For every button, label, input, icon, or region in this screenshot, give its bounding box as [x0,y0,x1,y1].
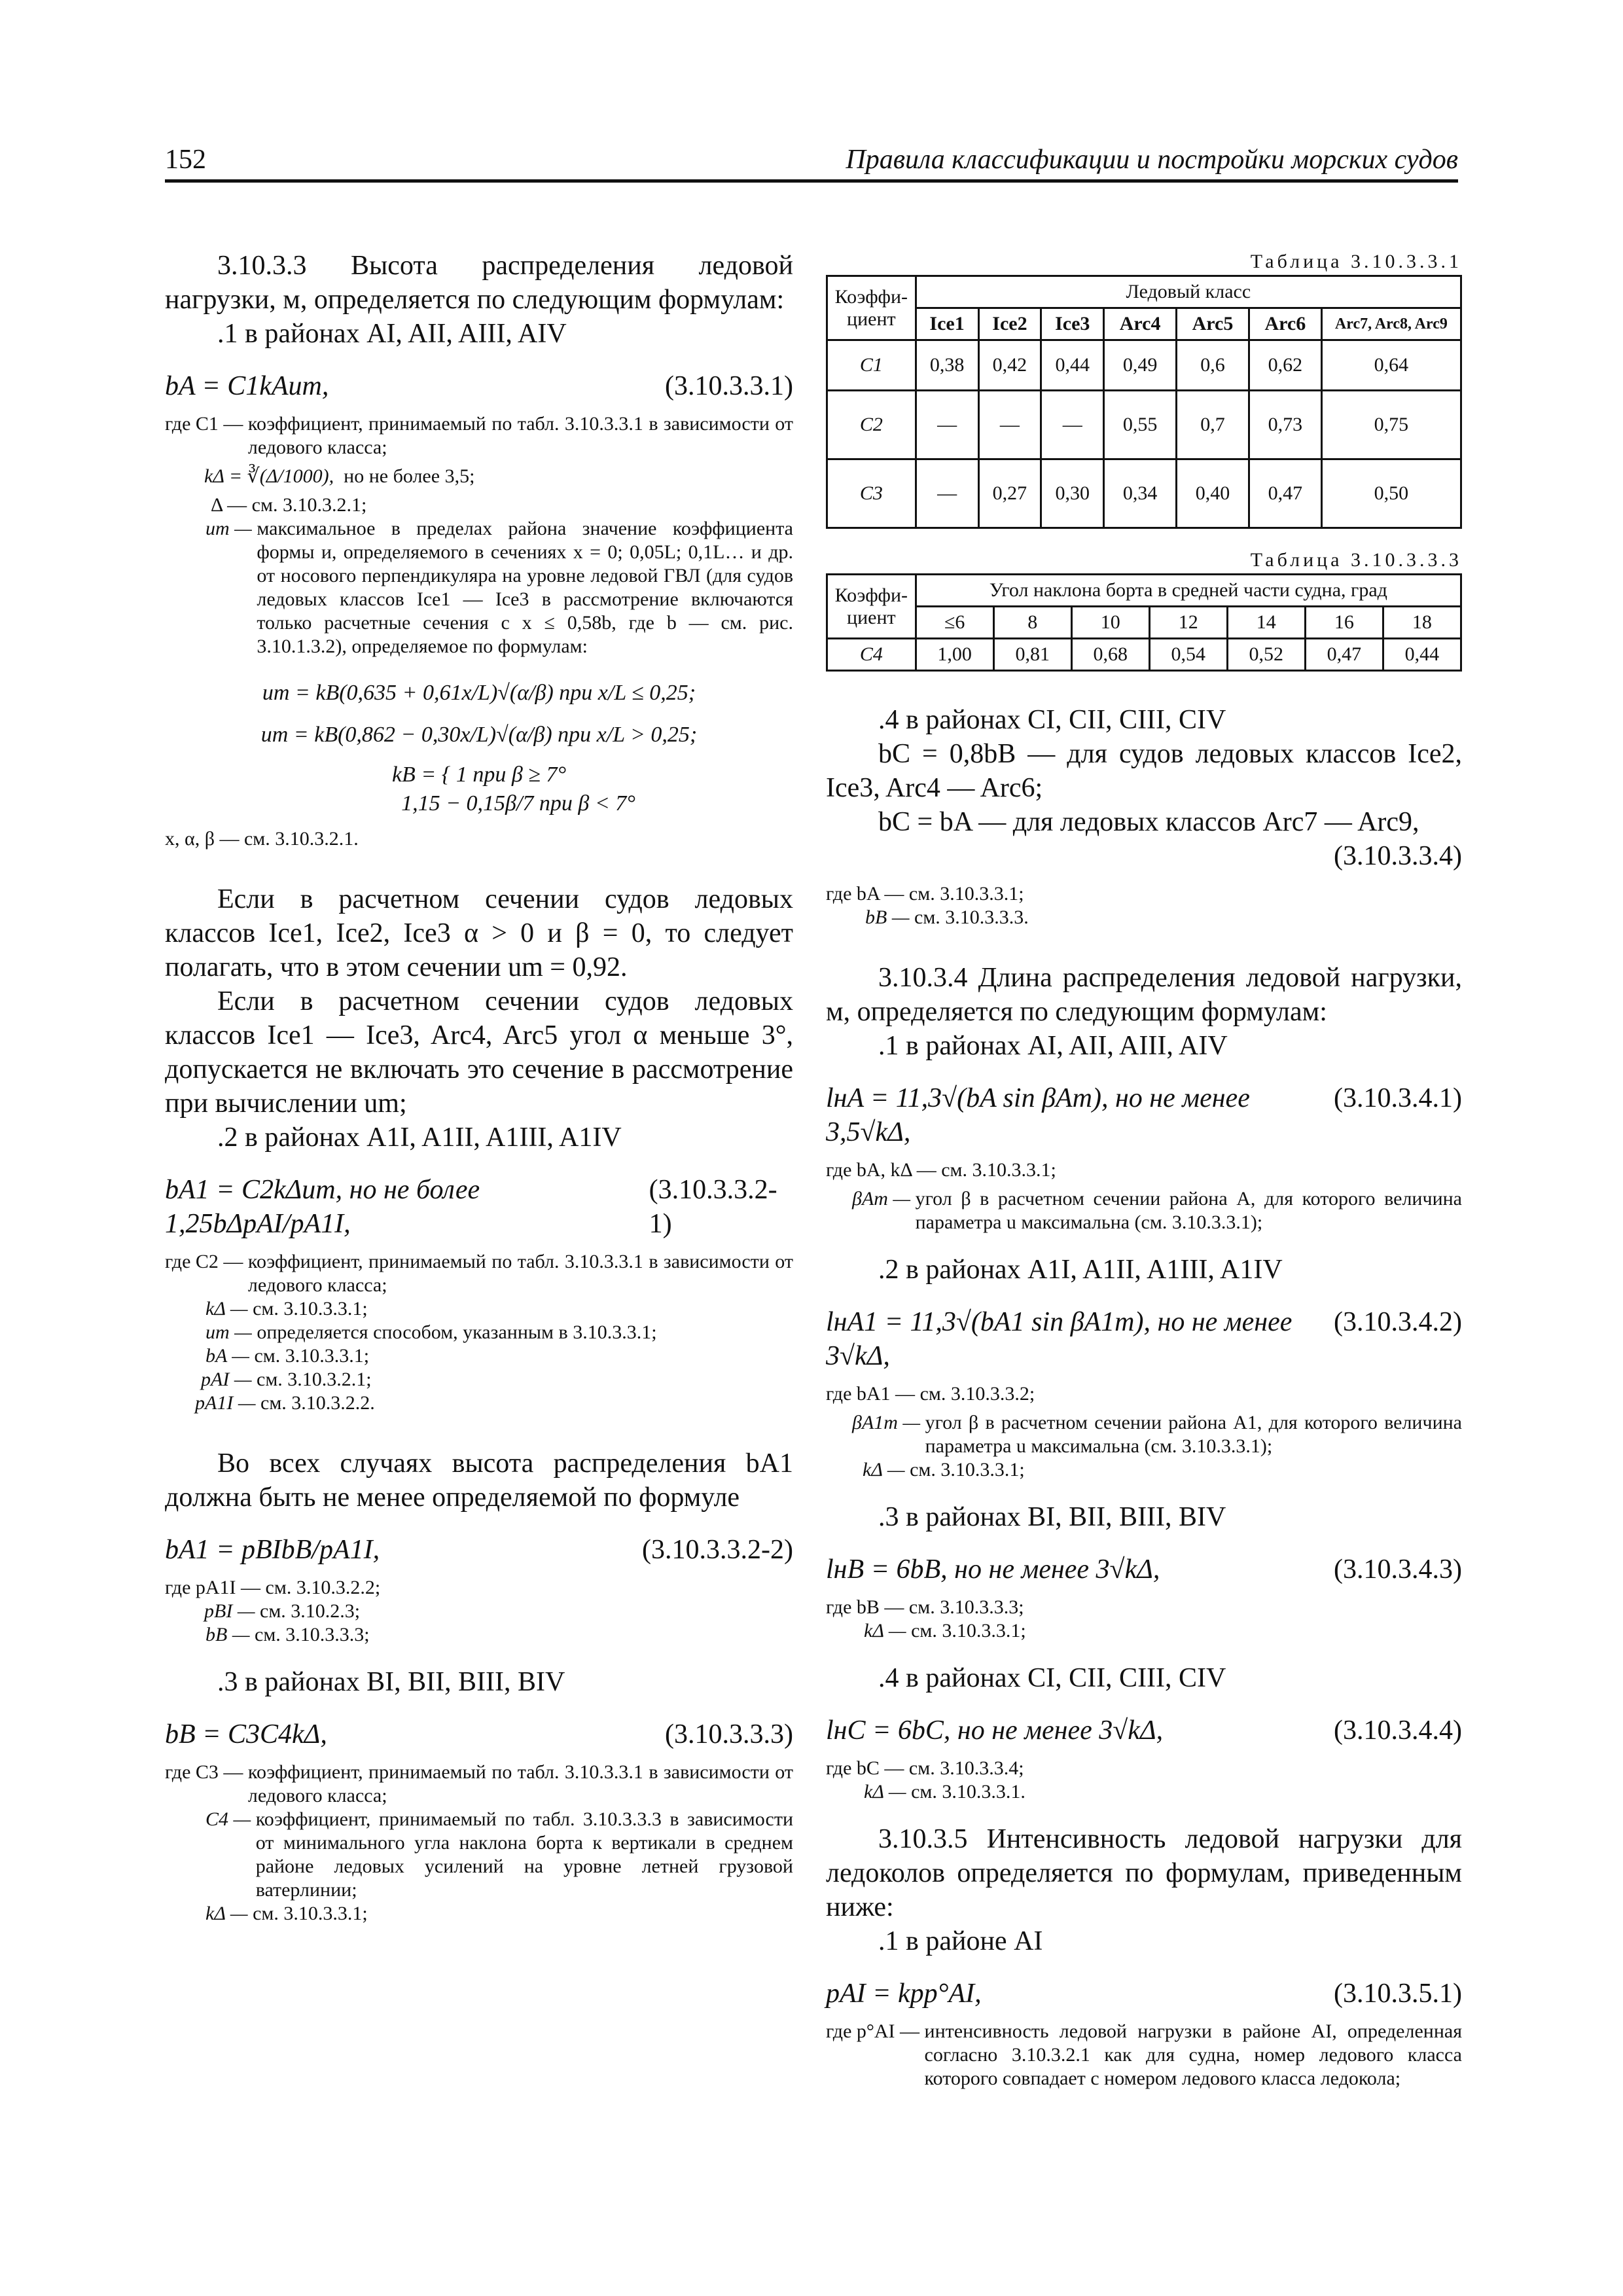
table-header-cell: Arc6 [1249,308,1321,340]
where-item: kΔ = ∛(Δ/1000), но не более 3,5; [204,465,475,487]
item-4-heading: .4 в районах CI, CII, CIII, CIV [878,705,1226,735]
table-header-cell: Угол наклона борта в средней части судна, град [916,575,1461,607]
formula-text: lнA1 = 11,3√(bA1 sin βA1m), но не менее 3√kΔ, [826,1307,1293,1371]
formula-number: (3.10.3.3.1) [665,371,793,401]
table-header-cell: 10 [1071,607,1149,639]
table-header-cell: Arc7, Arc8, Arc9 [1321,308,1461,340]
where-list-7 [826,1382,1462,1482]
where-item: bA — см. 3.10.3.3.1; [205,1345,370,1367]
table-3-10-3-3-1 [826,275,1462,529]
where-item: где C1 — коэффициент, принимаемый по табл. 3.10.3.3.1 в зависимости от ледового класса; [165,413,793,458]
formula-kb-case1: kB = { 1 при β ≥ 7° [391,762,567,787]
where-item: где bC — см. 3.10.3.3.4; [826,1757,1024,1779]
where-item: где bA1 — см. 3.10.3.3.2; [826,1383,1035,1405]
where-item: kΔ — см. 3.10.3.3.1; [864,1620,1026,1641]
item-1-heading: .1 в районе AI [878,1926,1043,1956]
where-item: um — определяется способом, указанным в 3.10.3.3.1; [205,1321,657,1343]
table-header-cell: Коэффи-циент [827,276,916,340]
formula-text: bB = C3C4kΔ, [165,1719,327,1749]
item-2-heading: .2 в районах A1I, A1II, A1III, A1IV [878,1255,1283,1285]
where-list-3 [165,1576,793,1647]
paragraph-3-10-3-3: 3.10.3.3 Высота распределения ледовой нагрузки, м, определяется по следующим формулам: [165,251,793,315]
page-number: 152 [165,145,206,175]
formula-text: bA1 = pBIbB/pA1I, [165,1535,380,1565]
paragraph-3-10-3-5: 3.10.3.5 Интенсивность ледовой нагрузки для ледоколов определяется по формулам, приведенным ниже: [826,1824,1462,1922]
where-item: pA1I — см. 3.10.3.2.2. [195,1392,375,1414]
formula-text: lнC = 6bC, но не менее 3√kΔ, [826,1715,1164,1746]
where-list-9 [826,1757,1462,1804]
table-header-cell: 16 [1305,607,1383,639]
formula-number: (3.10.3.4.1) [1334,1083,1462,1113]
table-caption: Таблица 3.10.3.3.3 [1250,549,1462,571]
formula-3-10-3-3-2-1 [165,1173,793,1241]
where-item: где bA, kΔ — см. 3.10.3.3.1; [826,1159,1056,1181]
formula-bc-2: bC = bA — для ледовых классов Arc7 — Arc9, [878,807,1419,837]
where-item: где p°AI — интенсивность ледовой нагрузки в районе AI, определенная согласно 3.10.3.2.1 как для судна, номер ледового класса которого совпадает с номером ледового класса ледокола; [826,2020,1462,2089]
table-header-cell: Ice2 [978,308,1041,340]
where-item: bB — см. 3.10.3.3.3; [205,1624,370,1645]
table-header-cell: Ice1 [916,308,978,340]
table-row: C3 — 0,27 0,30 0,34 0,40 0,47 0,50 [827,459,1461,528]
where-list-2 [165,1250,793,1415]
formula-number: (3.10.3.4.3) [1334,1554,1462,1585]
page-header [165,143,1458,183]
left-column [165,249,793,1926]
table-header-cell: Ледовый класс [916,276,1461,308]
where-list-10 [826,2020,1462,2090]
formula-text: lнB = 6bB, но не менее 3√kΔ, [826,1554,1160,1585]
paragraph-3-10-3-4: 3.10.3.4 Длина распределения ледовой нагрузки, м, определяется по следующим формулам: [826,963,1462,1027]
table-header-cell: Коэффи-циент [827,575,916,639]
table-row: C4 1,00 0,81 0,68 0,54 0,52 0,47 0,44 [827,639,1461,671]
paragraph-all-cases: Во всех случаях высота распределения bA1 должна быть не менее определяемой по формуле [165,1448,793,1513]
item-3-heading: .3 в районах BI, BII, BIII, BIV [878,1502,1226,1532]
table-header-cell: Arc5 [1177,308,1249,340]
table-header-cell: 18 [1383,607,1461,639]
where-item: где C3 — коэффициент, принимаемый по табл. 3.10.3.3.1 в зависимости от ледового класса; [165,1761,793,1806]
table-header-cell: 8 [993,607,1071,639]
formula-3-10-3-3-3 [165,1717,793,1751]
where-item: βA1m — угол β в расчетном сечении района A1, для которого величина параметра u максимальна (см. 3.10.3.3.1); [852,1412,1462,1457]
formula-3-10-3-4-4 [826,1713,1462,1748]
table-header-cell: 14 [1227,607,1305,639]
where-item: C4 — коэффициент, принимаемый по табл. 3.10.3.3.3 в зависимости от минимального угла наклона борта к вертикали в среднем районе ледовых усилений на уровне летней грузовой ватерлинии; [205,1808,793,1901]
item-3-heading: .3 в районах BI, BII, BIII, BIV [217,1667,565,1697]
item-1-heading: .1 в районах AI, AII, AIII, AIV [878,1031,1228,1061]
running-title: Правила классификации и постройки морских судов [846,145,1458,175]
paragraph-ice-alpha: Если в расчетном сечении судов ледовых классов Ice1, Ice2, Ice3 α > 0 и β = 0, то следует полагать, что в этом сечении um = 0,92. [165,884,793,982]
where-item: где pA1I — см. 3.10.3.2.2; [165,1577,381,1598]
table-row: C1 0,38 0,42 0,44 0,49 0,6 0,62 0,64 [827,340,1461,391]
table-header-cell: Ice3 [1041,308,1104,340]
table-header-cell: ≤6 [916,607,993,639]
where-item: kΔ — см. 3.10.3.3.1; [205,1298,368,1319]
where-item: где bB — см. 3.10.3.3.3; [826,1596,1024,1618]
formula-3-10-3-3-2-2 [165,1533,793,1567]
formula-text: bA1 = C2kΔum, но не более 1,25bΔpAI/pA1I, [165,1175,480,1239]
formula-number: (3.10.3.4.4) [1334,1715,1462,1746]
table-row: C2 — — — 0,55 0,7 0,73 0,75 [827,391,1461,459]
paragraph-ice-angle: Если в расчетном сечении судов ледовых классов Ice1 — Ice3, Arc4, Arc5 угол α меньше 3°, допускается не включать это сечение в рассмотрение при вычислении um; [165,986,793,1119]
item-2-heading: .2 в районах A1I, A1II, A1III, A1IV [217,1122,622,1153]
formula-3-10-3-4-2 [826,1305,1462,1373]
table-caption: Таблица 3.10.3.3.1 [1250,251,1462,272]
where-item: βAm — угол β в расчетном сечении района A, для которого величина параметра u максимальна (см. 3.10.3.3.1); [852,1188,1462,1233]
where-list-5 [826,882,1462,929]
where-list-1 [165,412,793,658]
table-header-cell: 12 [1149,607,1227,639]
where-item: kΔ — см. 3.10.3.3.1; [205,1903,368,1924]
formula-number: (3.10.3.3.2-2) [642,1535,793,1565]
where-item: um — максимальное в пределах района значение коэффициента формы и, определяемого в сечениях x = 0; 0,05L; 0,1L… и др. от носового перпендикуляра на уровне ледовой ГВЛ (для судов ледовых классов Ice1 — Ice3 в рассмотрение включаются только расчетные сечения с x ≤ 0,58b, где b — см. рис. 3.10.1.3.2), определяемое по формулам: [205,518,793,657]
table-header-cell: Arc4 [1104,308,1177,340]
table-3-10-3-3-3 [826,573,1462,672]
where-item: где C2 — коэффициент, принимаемый по табл. 3.10.3.3.1 в зависимости от ледового класса; [165,1251,793,1296]
formula-text: lнA = 11,3√(bA sin βAm), но не менее 3,5√kΔ, [826,1083,1250,1147]
formula-3-10-3-5-1 [826,1977,1462,2011]
formula-3-10-3-3-1 [165,369,793,403]
formula-3-10-3-4-1 [826,1081,1462,1149]
formula-number: (3.10.3.3.2-1) [649,1175,777,1239]
where-item: kΔ — см. 3.10.3.3.1. [864,1781,1026,1803]
formula-kb-case2: 1,15 − 0,15β/7 при β < 7° [401,791,635,816]
item-1-heading: .1 в районах AI, AII, AIII, AIV [217,319,567,349]
where-item: kΔ — см. 3.10.3.3.1; [863,1459,1025,1480]
formula-um-1: um = kB(0,635 + 0,61x/L)√(α/β) при x/L ≤ 0,25; [262,681,696,705]
formula-kb [165,761,793,818]
formula-number: (3.10.3.4.2) [1334,1307,1462,1337]
where-item: pBI — см. 3.10.2.3; [204,1600,361,1622]
right-column [826,249,1462,2090]
where-item: pAI — см. 3.10.3.2.1; [201,1369,372,1390]
where-list-4 [165,1761,793,1926]
formula-3-10-3-4-3 [826,1552,1462,1587]
item-4-heading: .4 в районах CI, CII, CIII, CIV [878,1663,1226,1693]
formula-text: bA = C1kAum, [165,371,329,401]
formula-number: (3.10.3.3.3) [665,1719,793,1749]
formula-number: (3.10.3.3.4) [1334,841,1462,871]
formula-bc-1: bC = 0,8bB — для судов ледовых классов Ice2, Ice3, Arc4 — Arc6; [826,739,1462,803]
where-list-6 [826,1158,1462,1234]
where-xab: x, α, β — см. 3.10.3.2.1. [165,828,359,850]
where-item: bB — см. 3.10.3.3.3. [865,906,1029,928]
formula-number: (3.10.3.5.1) [1334,1979,1462,2009]
where-item: где bA — см. 3.10.3.3.1; [826,883,1024,905]
where-list-8 [826,1596,1462,1643]
formula-um-2: um = kB(0,862 − 0,30x/L)√(α/β) при x/L > 0,25; [260,723,698,747]
formula-text: pAI = kpp°AI, [826,1979,982,2009]
where-item: Δ — см. 3.10.3.2.1; [211,494,367,516]
